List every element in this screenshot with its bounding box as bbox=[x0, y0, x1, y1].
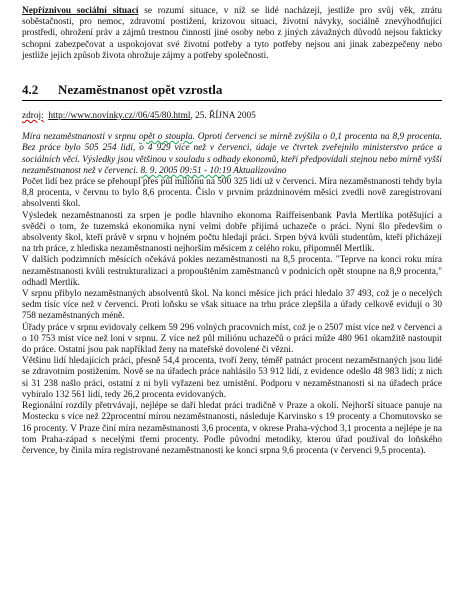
body-paragraph: V srpnu přibylo nezaměstnaných absolventů škol. Na konci měsíce jich práci hledalo 37 493, což je o necelých sedm tisíc více než v červenci. Proti loňsku se však situace na trhu práce zlepšila a úřady celkově evidují o 30 758 nezaměstnaných méně. bbox=[22, 289, 442, 322]
body-paragraph: Většinu lidí hledajících práci, přesně 54,4 procenta, tvoří ženy, téměř patnáct procent nezaměstnaných jsou lidé se zdravotním postižením. Nově se na úřadech práce nahlásilo 53 912 lidí, z evidence odešlo 48 983 lidí; z nich si 31 238 našlo práci, ostatní z ní byli vyřazeni bez umístění. Podporu v nezaměstnanosti si na úřadech práce vybíralo 132 561 lidí, tedy 26,2 procenta evidovaných. bbox=[22, 356, 442, 400]
section-heading bbox=[22, 82, 442, 101]
lead-paragraph bbox=[22, 132, 442, 177]
body-paragraph: V dalších podzimních měsících očekává pokles nezaměstnanosti na 8,5 procenta. "Teprve na konci roku míra nezaměstnanosti kvůli restrukturalizaci a propouštěním zaměstnanců v podnicích opět stoupne na 8,9 procenta," odhadl Mertlík. bbox=[22, 255, 442, 288]
body-paragraph: Počet lidí bez práce se přehoupl přes půl miliónu na 500 325 lidí už v červenci. Míra nezaměstnanosti tehdy byla 8,8 procenta, v červnu to bylo 8,6 procenta. Číslo v prvním prázdninovém měsíci zvedli nově zaregistrovaní absolventi škol. bbox=[22, 177, 442, 210]
lead-part1: Míra nezaměstnanosti v srpnu bbox=[22, 132, 139, 143]
lead-part2: . Oproti červenci se mírně zvýšila o 0,1 procenta na 8,9 procenta. Bez práce bylo 505 254 lidí, o 4 929 více než v červenci, údaje ve čtvrtek zveřejnilo ministerstvo práce a sociálních věcí. Výsledky jsou většinou v souladu s odhady ekonomů, kteří předpovídali stejnou nebo mírně vyšší nezaměstnanost než v červenci. bbox=[22, 132, 442, 176]
section-number: 4.2 bbox=[22, 82, 39, 98]
source-date: , 25. ŘÍJNA 2005 bbox=[190, 111, 256, 122]
intro-term: Nepříznivou sociální situací bbox=[22, 6, 139, 16]
body-paragraph: Výsledek nezaměstnanosti za srpen je podle hlavního ekonoma Raiffeisenbank Pavla Mertlíka potěšující a svědčí o tom, že tuzemská ekonomika nyní velmi dobře přijímá uchazeče o práci. Nyní šlo především o absolventy škol, kteří právě v srpnu v hojném počtu hledají práci. Srpen bývá kvůli studentům, kteří přicházejí na trh práce, z hlediska nezaměstnanosti nejhorším měsícem z celého roku, připomněl Mertlík. bbox=[22, 210, 442, 255]
document-page bbox=[22, 6, 442, 457]
intro-paragraph bbox=[22, 6, 442, 62]
intro-text: se rozumí situace, v níž se lidé nacházejí, jestliže pro svůj věk, ztrátu soběstačnosti, pro nemoc, zdravotní postižení, krizovou situaci, životní návyky, sociálně znevýhodňující prostředí, ohrožení práv a zájmů trestnou činností jiné osoby nebo z jiných závažných důvodů nejsou fakticky schopni zabezpečovat a uspokojovat své životní potřeby a tyto potřeby nejsou ani jinak zabezpečeny nebo jestliže jejich způsob života ohrožuje zájmy a potřeby společnosti. bbox=[22, 6, 442, 61]
lead-timestamp: 8. 9. 2005 09:51 - 10:19 bbox=[140, 165, 232, 176]
lead-wavy-word: opět o stoupla bbox=[138, 132, 193, 143]
section-title: Nezaměstnanost opět vzrostla bbox=[58, 82, 223, 98]
source-label: zdroj: bbox=[22, 111, 44, 122]
lead-part3: Aktualizováno bbox=[231, 165, 287, 176]
source-url-link[interactable]: http://www.novinky.cz//06/45/80.html bbox=[48, 111, 191, 122]
source-line bbox=[22, 111, 442, 122]
body-paragraph: Regionální rozdíly přetrvávají, nejlépe se daří hledat práci tradičně v Praze a okolí. Nejhorší situace panuje na Mostecku s více než 22procentní mírou nezaměstnanosti, následuje Karvinsko s 19 procenty a Chomutovsko se 16 procenty. V Praze činí míra nezaměstnanosti 3,6 procenta, v okrese Praha-východ 3,1 procenta a nejlépe je na tom Praha-západ s necelými třemi procenty. Podle původní metodiky, kterou úřad používal do loňského července, by činila míra registrované nezaměstnanosti ke konci srpna 9,6 procenta (v červenci 9,5 procenta). bbox=[22, 401, 442, 456]
body-paragraph: Úřady práce v srpnu evidovaly celkem 59 296 volných pracovních míst, což je o 2507 míst více než v červenci a o 10 753 míst více než loni v srpnu. Z více než půl miliónu uchazečů o práci může 480 961 okamžitě nastoupit do práce. Ostatní jsou pak například ženy na mateřské dovolené či vězni. bbox=[22, 322, 442, 356]
